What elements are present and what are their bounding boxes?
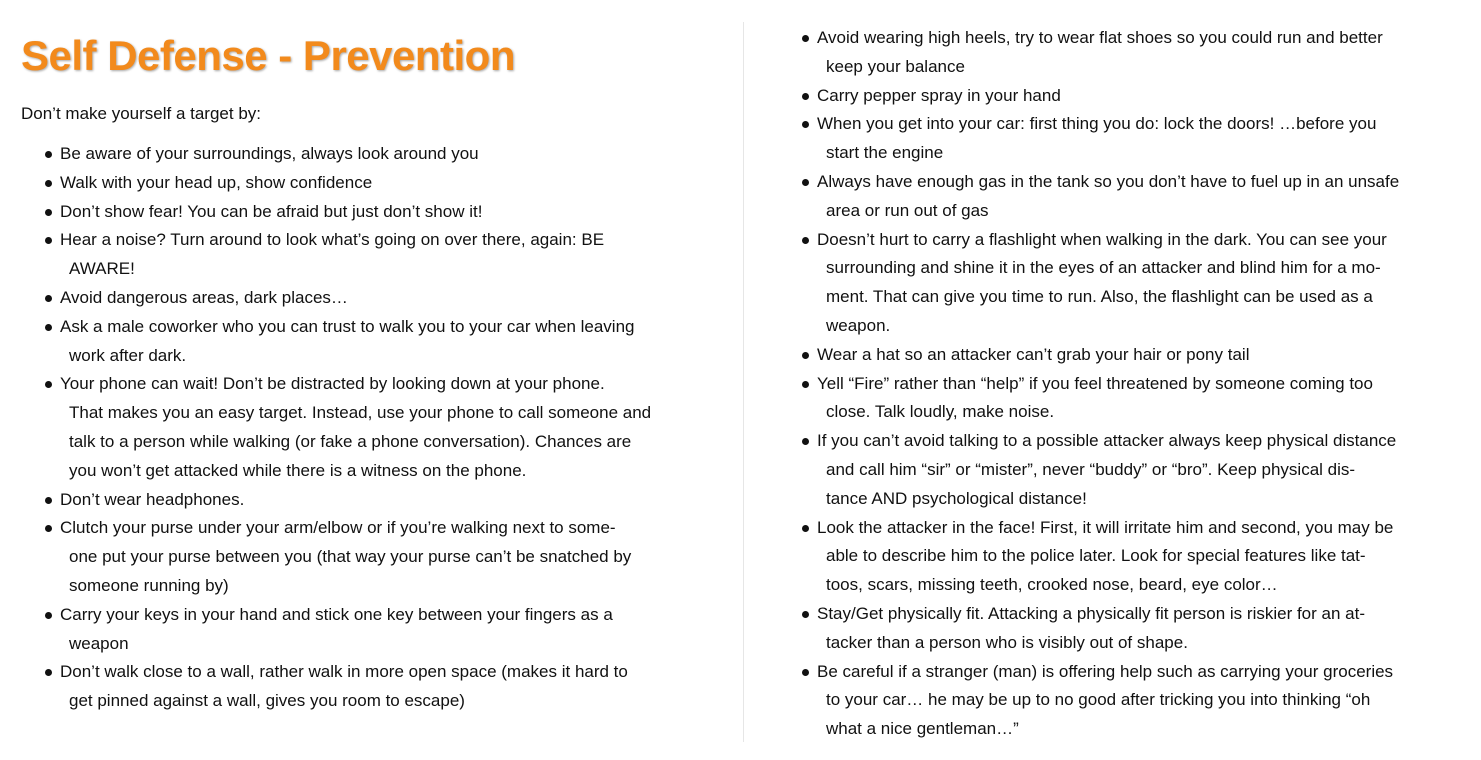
list-item-text: tacker than a person who is visibly out of shape. bbox=[826, 632, 1188, 652]
list-item bbox=[801, 226, 1477, 341]
list-item bbox=[44, 514, 734, 600]
bullet-icon bbox=[802, 237, 809, 244]
list-item-text: Stay/Get physically fit. Attacking a physically fit person is riskier for an at- bbox=[817, 603, 1365, 623]
bullet-icon bbox=[45, 612, 52, 619]
list-item bbox=[801, 110, 1477, 168]
list-item-text: tance AND psychological distance! bbox=[826, 488, 1087, 508]
list-item bbox=[801, 600, 1477, 658]
list-item-text: start the engine bbox=[826, 143, 944, 163]
list-item-text: Carry your keys in your hand and stick one key between your fingers as a bbox=[60, 604, 613, 624]
left-bullet-list bbox=[44, 140, 734, 716]
list-item-text: Ask a male coworker who you can trust to walk you to your car when leaving bbox=[60, 316, 635, 336]
list-item-text: Be aware of your surroundings, always look around you bbox=[60, 144, 479, 163]
list-item-text: get pinned against a wall, gives you room to escape) bbox=[69, 691, 465, 711]
list-item-text: AWARE! bbox=[69, 259, 135, 279]
list-item-text: Doesn’t hurt to carry a flashlight when walking in the dark. You can see your bbox=[817, 229, 1387, 249]
bullet-icon bbox=[45, 295, 52, 302]
list-item-text: able to describe him to the police later. Look for special features like tat- bbox=[826, 546, 1366, 566]
bullet-icon bbox=[802, 93, 809, 100]
list-item-text: Be careful if a stranger (man) is offering help such as carrying your groceries bbox=[817, 661, 1394, 681]
list-item-text: weapon bbox=[69, 633, 129, 653]
list-item-text: ment. That can give you time to run. Also, the flashlight can be used as a bbox=[826, 287, 1373, 307]
list-item bbox=[44, 198, 734, 227]
list-item bbox=[44, 140, 734, 169]
bullet-icon bbox=[802, 179, 809, 186]
list-item-text: to your car… he may be up to no good after tricking you into thinking “oh bbox=[826, 690, 1371, 710]
bullet-icon bbox=[802, 35, 809, 42]
list-item-text: keep your balance bbox=[826, 56, 965, 76]
list-item-text: close. Talk loudly, make noise. bbox=[826, 402, 1055, 422]
bullet-icon bbox=[802, 611, 809, 618]
list-item-text: talk to a person while walking (or fake a phone conversation). Chances are bbox=[69, 431, 632, 451]
page-title: Self Defense - Prevention bbox=[21, 32, 515, 79]
list-item bbox=[44, 486, 734, 515]
list-item bbox=[801, 82, 1477, 111]
list-item-text: Always have enough gas in the tank so you don’t have to fuel up in an unsafe bbox=[817, 171, 1400, 191]
list-item bbox=[44, 169, 734, 198]
list-item bbox=[44, 370, 734, 485]
list-item-text: Don’t walk close to a wall, rather walk in more open space (makes it hard to bbox=[60, 662, 628, 682]
intro-text: Don’t make yourself a target by: bbox=[21, 104, 262, 123]
bullet-icon bbox=[802, 525, 809, 532]
right-bullet-list bbox=[801, 24, 1477, 744]
list-item-text: Your phone can wait! Don’t be distracted by looking down at your phone. bbox=[60, 374, 605, 394]
bullet-icon bbox=[802, 352, 809, 359]
list-item bbox=[801, 514, 1477, 600]
list-item-text: you won’t get attacked while there is a witness on the phone. bbox=[69, 460, 527, 480]
bullet-icon bbox=[45, 497, 52, 504]
list-item bbox=[801, 370, 1477, 428]
list-item-text: Yell “Fire” rather than “help” if you feel threatened by someone coming too bbox=[817, 373, 1373, 393]
list-item bbox=[801, 168, 1477, 226]
list-item-text: Avoid wearing high heels, try to wear flat shoes so you could run and better bbox=[817, 28, 1383, 47]
list-item-text: one put your purse between you (that way your purse can’t be snatched by bbox=[69, 547, 632, 567]
list-item-text: When you get into your car: first thing you do: lock the doors! …before you bbox=[817, 114, 1377, 134]
list-item bbox=[801, 341, 1477, 370]
bullet-icon bbox=[45, 209, 52, 216]
list-item bbox=[44, 601, 734, 659]
list-item-text: surrounding and shine it in the eyes of an attacker and blind him for a mo- bbox=[826, 258, 1381, 278]
list-item-text: Walk with your head up, show confidence bbox=[60, 172, 373, 192]
list-item-text: Carry pepper spray in your hand bbox=[817, 85, 1061, 105]
list-item-text: work after dark. bbox=[69, 345, 187, 365]
list-item bbox=[801, 658, 1477, 744]
list-item-text: what a nice gentleman…” bbox=[826, 719, 1019, 739]
list-item-text: Look the attacker in the face! First, it will irritate him and second, you may be bbox=[817, 517, 1394, 537]
list-item-text: If you can’t avoid talking to a possible attacker always keep physical distance bbox=[817, 431, 1397, 451]
bullet-icon bbox=[45, 324, 52, 331]
list-item-text: Hear a noise? Turn around to look what’s going on over there, again: BE bbox=[60, 230, 605, 250]
list-item bbox=[44, 313, 734, 371]
bullet-icon bbox=[802, 669, 809, 676]
list-item bbox=[44, 658, 734, 716]
list-item-text: toos, scars, missing teeth, crooked nose, beard, eye color… bbox=[826, 575, 1278, 595]
list-item bbox=[44, 284, 734, 313]
list-item-text: weapon. bbox=[826, 315, 891, 335]
bullet-icon bbox=[45, 151, 52, 158]
list-item-text: and call him “sir” or “mister”, never “buddy” or “bro”. Keep physical dis- bbox=[826, 459, 1356, 479]
list-item-text: area or run out of gas bbox=[826, 200, 989, 220]
list-item-text: Don’t wear headphones. bbox=[60, 489, 245, 509]
list-item-text: Wear a hat so an attacker can’t grab your hair or pony tail bbox=[817, 344, 1250, 364]
list-item bbox=[44, 226, 734, 284]
list-item-text: Avoid dangerous areas, dark places… bbox=[60, 287, 348, 307]
bullet-icon bbox=[802, 381, 809, 388]
column-divider bbox=[743, 22, 744, 742]
bullet-icon bbox=[45, 180, 52, 187]
list-item-text: someone running by) bbox=[69, 575, 229, 595]
list-item bbox=[801, 427, 1477, 513]
list-item bbox=[801, 24, 1477, 82]
list-item-text: Don’t show fear! You can be afraid but just don’t show it! bbox=[60, 201, 483, 221]
list-item-text: Clutch your purse under your arm/elbow or if you’re walking next to some- bbox=[60, 518, 616, 538]
list-item-text: That makes you an easy target. Instead, use your phone to call someone and bbox=[69, 403, 652, 423]
